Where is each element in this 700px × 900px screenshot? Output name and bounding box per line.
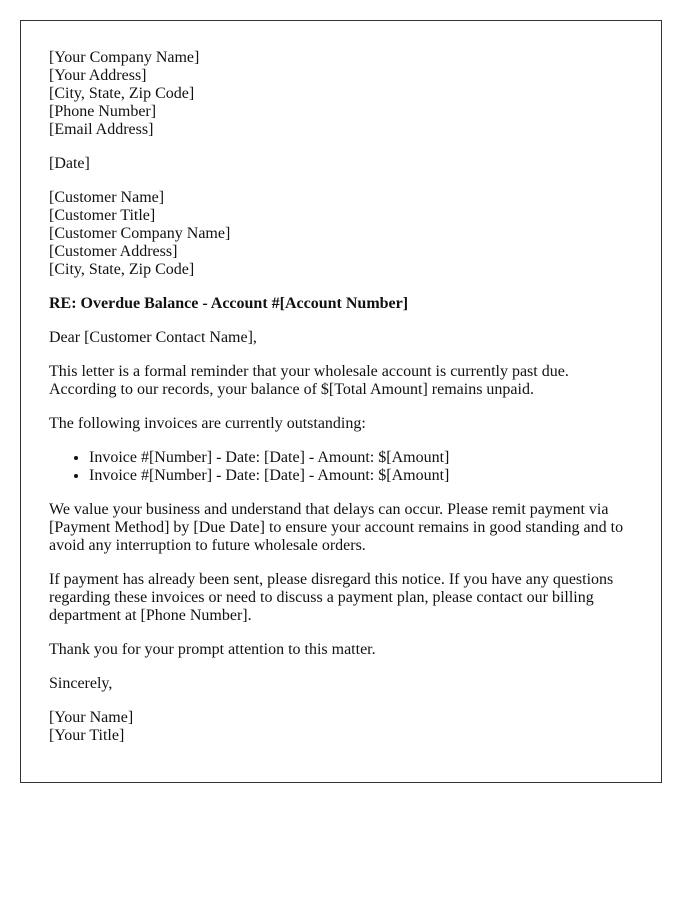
sender-city-state-zip: [City, State, Zip Code] — [49, 85, 195, 102]
sender-company-name: [Your Company Name] — [49, 49, 200, 66]
signature-name: [Your Name] — [49, 709, 134, 726]
invoice-list — [49, 449, 633, 485]
recipient-address: [Customer Address] — [49, 243, 178, 260]
subject-line: RE: Overdue Balance - Account #[Account Number] — [49, 295, 409, 312]
recipient-info — [49, 189, 633, 279]
body-paragraph-invoices-intro: The following invoices are currently outstanding: — [49, 415, 366, 432]
invoice-list-item: • Invoice #[Number] - Date: [Date] - Amount: $[Amount] — [89, 449, 633, 467]
invoice-list-item: • Invoice #[Number] - Date: [Date] - Amount: $[Amount] — [89, 467, 633, 485]
body-paragraph-payment-request: We value your business and understand that delays can occur. Please remit payment via [Payment Method] by [Due Date] to ensure your account remains in good standing and to avoid any interruption to future wholesale orders. — [49, 501, 624, 554]
salutation: Dear [Customer Contact Name], — [49, 329, 257, 346]
body-paragraph-thanks: Thank you for your prompt attention to this matter. — [49, 641, 376, 658]
letter-date: [Date] — [49, 155, 90, 172]
body-paragraph-reminder: This letter is a formal reminder that your wholesale account is currently past due. According to our records, your balance of $[Total Amount] remains unpaid. — [49, 363, 569, 398]
letter-container — [20, 20, 662, 783]
signature-block — [49, 709, 633, 745]
body-paragraph-disregard-notice: If payment has already been sent, please disregard this notice. If you have any questions regarding these invoices or need to discuss a payment plan, please contact our billing department at [Phone Number]. — [49, 571, 614, 624]
sender-email: [Email Address] — [49, 121, 154, 138]
recipient-city-state-zip: [City, State, Zip Code] — [49, 261, 195, 278]
sender-info — [49, 49, 633, 139]
closing: Sincerely, — [49, 675, 113, 692]
recipient-title: [Customer Title] — [49, 207, 156, 224]
sender-address: [Your Address] — [49, 67, 147, 84]
sender-phone: [Phone Number] — [49, 103, 157, 120]
recipient-company-name: [Customer Company Name] — [49, 225, 231, 242]
recipient-name: [Customer Name] — [49, 189, 165, 206]
signature-title: [Your Title] — [49, 727, 125, 744]
